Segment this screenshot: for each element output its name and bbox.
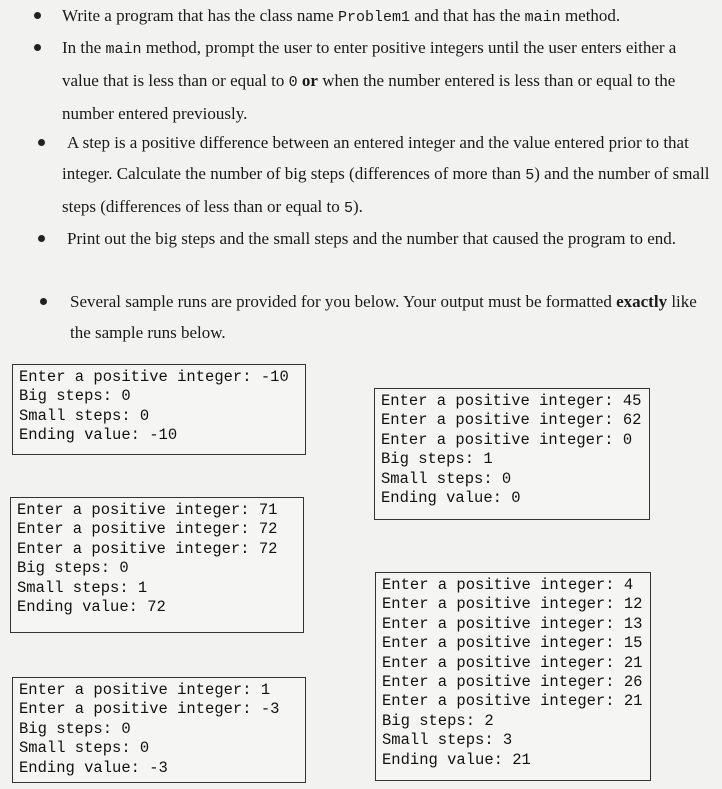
text-segment: Write a program that has the class name <box>62 6 338 25</box>
sample-run-box <box>12 364 306 455</box>
text-segment: ). <box>353 197 363 216</box>
console-output-line: Big steps: 0 <box>17 559 129 578</box>
sample-run-box <box>375 572 651 781</box>
console-output-line: Small steps: 0 <box>19 739 150 758</box>
code-term: main <box>524 9 561 26</box>
code-term: 0 <box>288 74 298 91</box>
console-output-line: Enter a positive integer: 13 <box>382 614 643 633</box>
console-output-line: Enter a positive integer: 4 <box>382 576 634 594</box>
instruction-bullet-4 <box>0 223 722 286</box>
bullet-text <box>62 127 717 224</box>
bullet-dot-icon <box>34 44 41 51</box>
text-segment: Several sample runs are provided for you below. Your output must be formatted <box>70 292 617 311</box>
console-output-line: Enter a positive integer: 1 <box>19 681 271 699</box>
bullet-dot-icon <box>38 235 45 242</box>
text-segment: ) and the number of small steps (differences of less than or equal to <box>62 164 710 216</box>
console-output-line: Ending value: -3 <box>19 758 168 777</box>
console-output-line: Enter a positive integer: 72 <box>17 539 278 558</box>
console-output-line: Enter a positive integer: 12 <box>382 595 643 614</box>
emphasis-text: exactly <box>616 292 668 311</box>
console-output-line: Big steps: 0 <box>19 387 131 406</box>
console-output-line: Enter a positive integer: -3 <box>19 700 280 719</box>
text-segment: A step is a positive difference between an entered integer and the value entered prior to that integer. Calculate the number of big steps (differences of more than <box>62 133 689 183</box>
console-output-line: Enter a positive integer: -10 <box>19 368 289 386</box>
text-segment: method, prompt the user to enter positive integers until the user enters either a value that is less than or equal to <box>62 38 677 90</box>
text-segment: when the number entered is less than or equal to the number entered previously. <box>62 71 676 123</box>
console-output-line: Small steps: 3 <box>382 731 513 750</box>
bullet-text <box>70 286 720 348</box>
code-term: Problem1 <box>337 9 410 26</box>
text-segment: Print out the big steps and the small steps and the number that caused the program to end. <box>67 229 677 248</box>
text-segment: In the <box>62 38 106 57</box>
instruction-bullet-5 <box>0 286 722 349</box>
console-output-line: Enter a positive integer: 26 <box>382 673 643 692</box>
console-output-line: Enter a positive integer: 21 <box>382 692 643 711</box>
sample-run-box <box>10 497 304 633</box>
text-segment: and that has the <box>409 6 525 25</box>
console-output-line: Enter a positive integer: 15 <box>382 634 643 653</box>
console-output-line: Small steps: 0 <box>19 406 150 425</box>
console-output-line: Enter a positive integer: 62 <box>381 411 642 430</box>
code-term: main <box>105 41 142 58</box>
bullet-dot-icon <box>34 12 41 19</box>
console-output-line: Ending value: 72 <box>17 598 166 617</box>
console-output-line: Enter a positive integer: 72 <box>17 520 278 539</box>
code-term: 5 <box>344 200 354 217</box>
text-segment: like the sample runs below. <box>70 292 697 342</box>
console-output-line: Enter a positive integer: 0 <box>381 430 633 449</box>
code-term: 5 <box>525 167 535 184</box>
bullet-text <box>62 223 717 254</box>
console-output-line: Ending value: -10 <box>19 426 178 445</box>
console-output-line: Enter a positive integer: 45 <box>381 392 642 410</box>
console-output-line: Enter a positive integer: 71 <box>17 501 278 519</box>
bullet-dot-icon <box>38 139 45 146</box>
instruction-bullet-1 <box>0 0 722 31</box>
bullet-text <box>62 0 717 33</box>
bullet-text <box>62 32 717 129</box>
instruction-bullet-2 <box>0 32 722 126</box>
console-output-line: Ending value: 0 <box>381 489 521 508</box>
bullet-dot-icon <box>40 298 47 305</box>
console-output-line: Small steps: 0 <box>381 469 512 488</box>
console-output-line: Big steps: 2 <box>382 711 494 730</box>
console-output-line: Big steps: 0 <box>19 719 131 738</box>
console-output-line: Ending value: 21 <box>382 750 531 769</box>
text-segment: method. <box>560 6 621 25</box>
sample-run-box <box>374 388 650 520</box>
console-output-line: Big steps: 1 <box>381 450 493 469</box>
instruction-bullet-3 <box>0 127 722 221</box>
console-output-line: Small steps: 1 <box>17 578 148 597</box>
emphasis-text: or <box>301 71 318 90</box>
console-output-line: Enter a positive integer: 21 <box>382 653 643 672</box>
sample-run-box <box>12 677 306 783</box>
